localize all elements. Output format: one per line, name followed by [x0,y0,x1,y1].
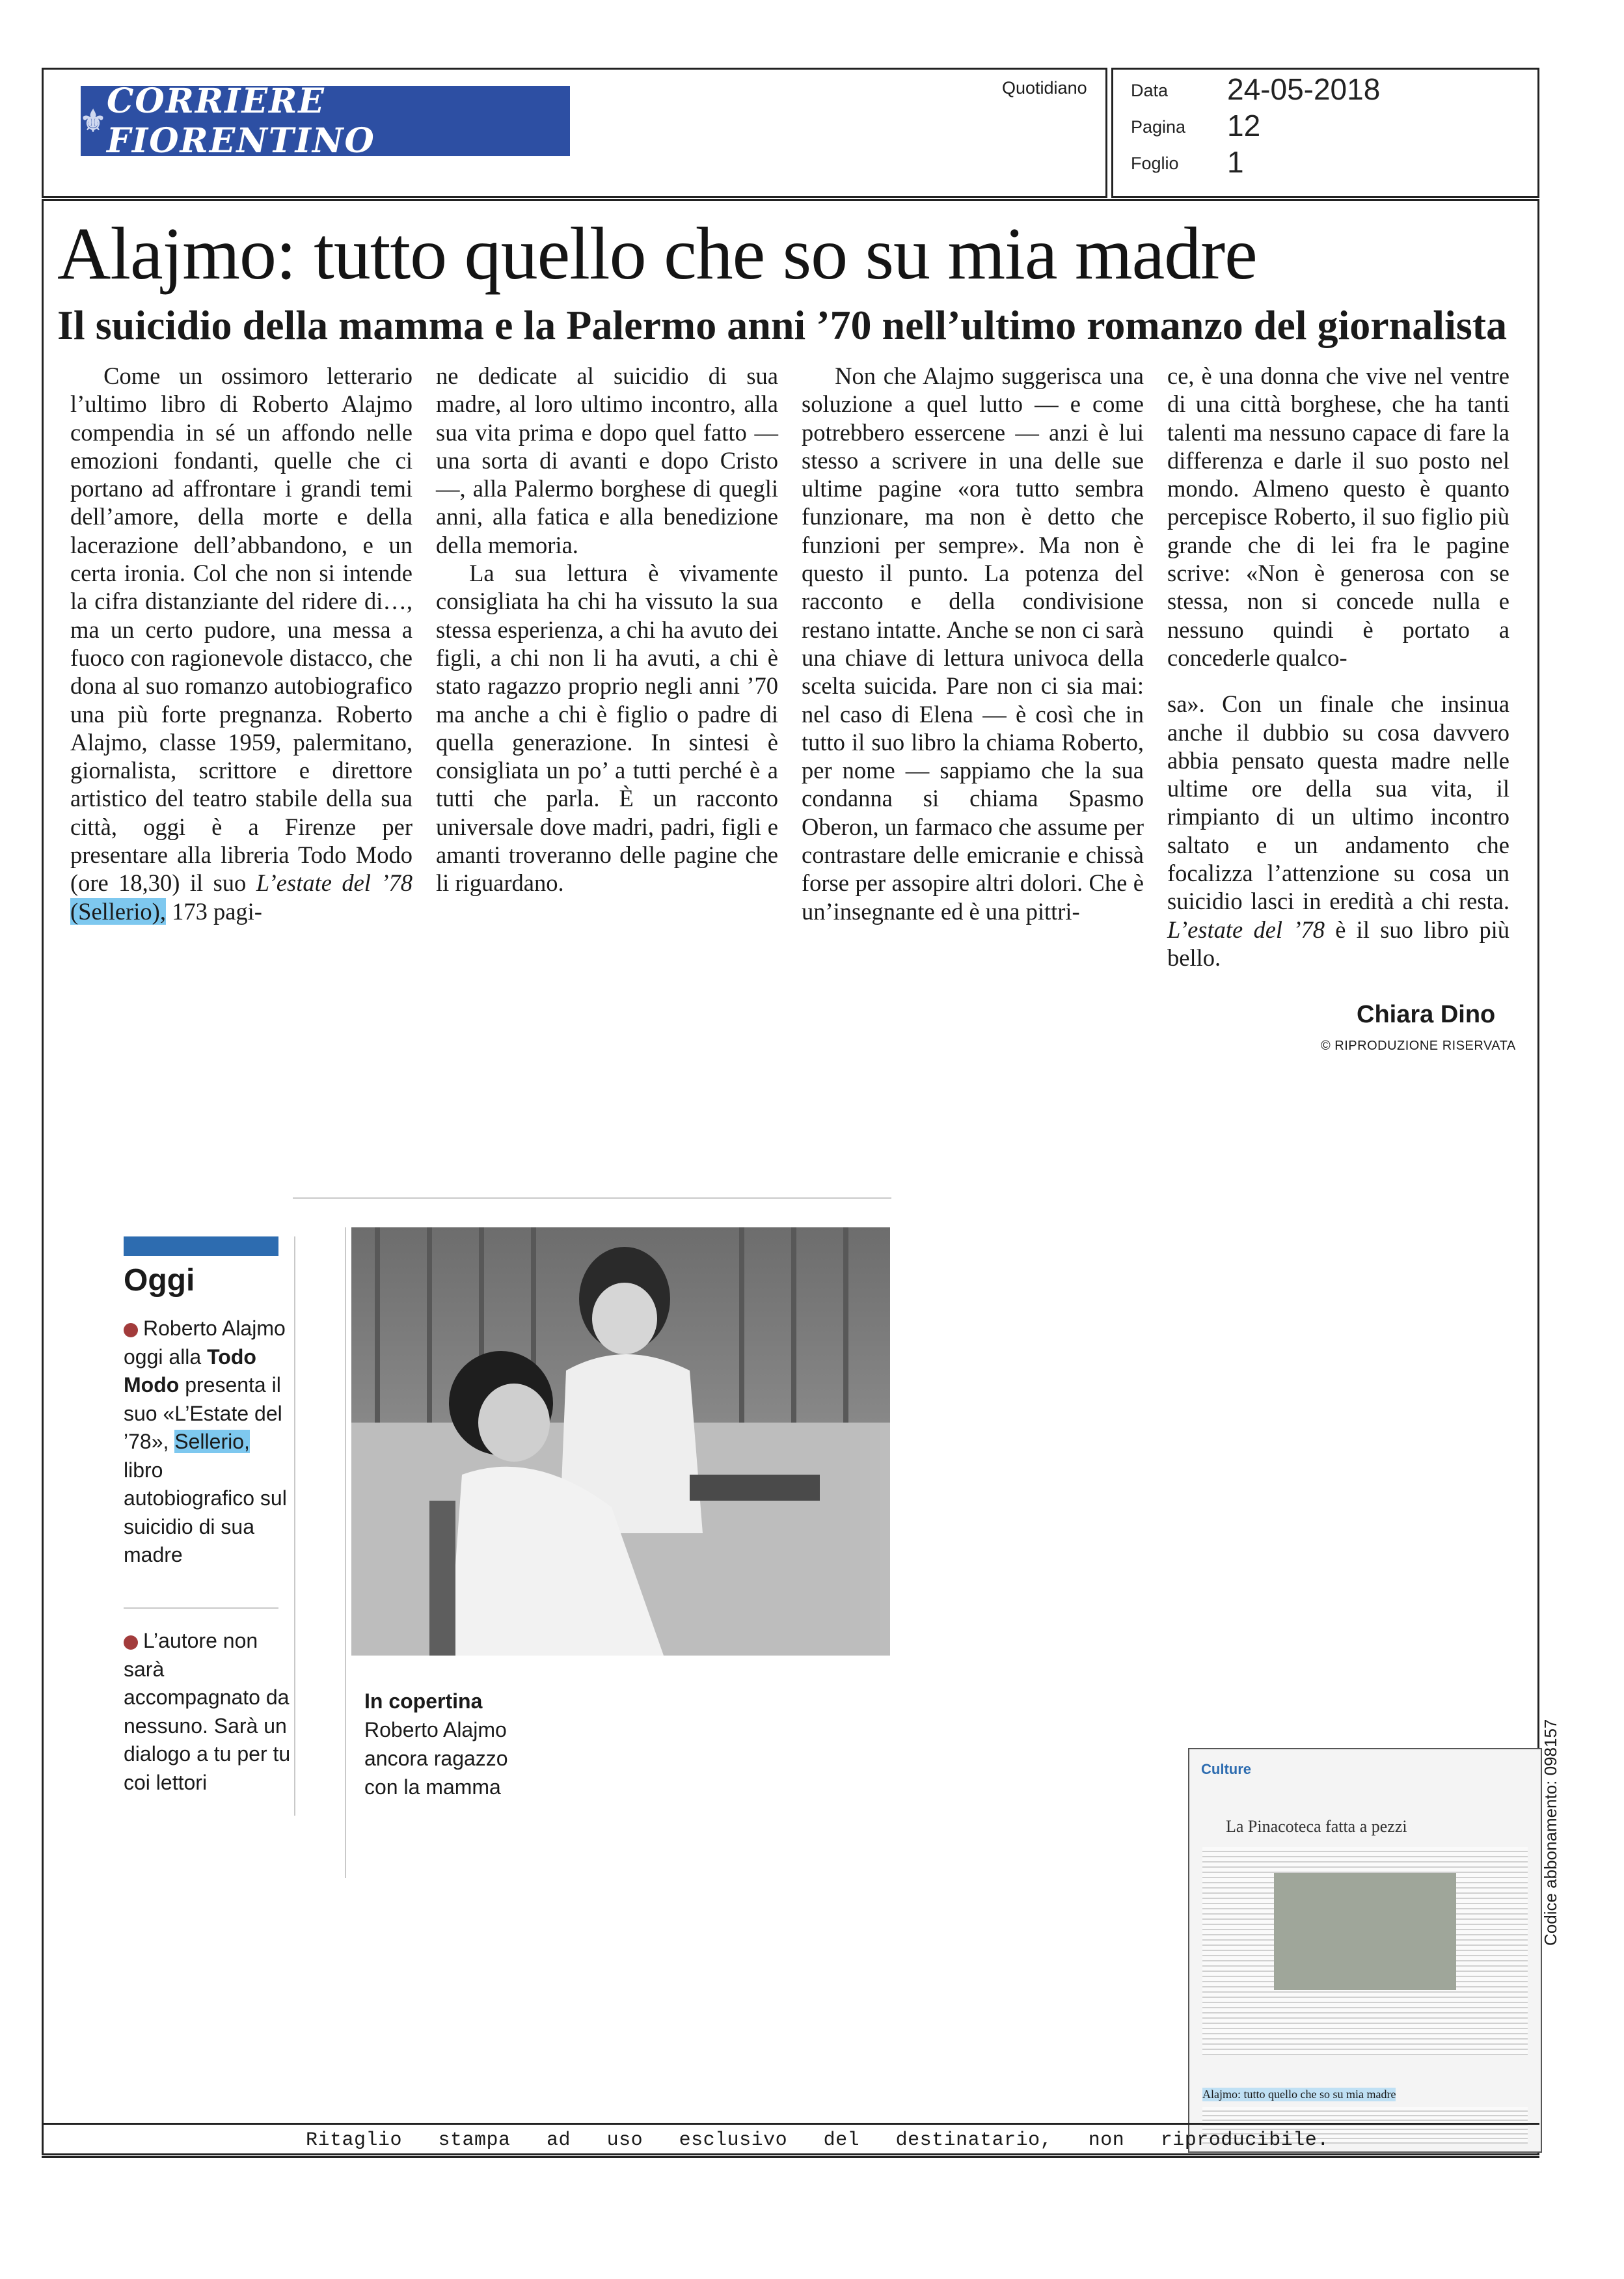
foglio-value: 1 [1227,145,1244,179]
b1-bold: Todo Modo [124,1344,256,1397]
logo-text: CORRIERE FIORENTINO [107,81,375,161]
subscription-code: Codice abbonamento: 098157 [1541,1719,1560,1946]
cover-photo [351,1227,890,1656]
oggi-bullet-2 [124,1627,293,1797]
b1-text-b: presenta il suo «L’Estate del ’78», [124,1373,282,1453]
col2-paragraph-2: La sua lettura è vivamente consigliata ha chi ha vissuto la sua stessa esperienza, a chi ha avuto dei figli, a chi non li ha avuti, a chi è stato ragazzo proprio negli anni ’70 ma anche a chi è figlio o padre di quella generazione. In sintesi è consigliata un po’ a tutti perché è a tutti che parla. È un racconto universale dove madri, padri, figli e amanti troveranno delle pagine che li riguardano. [436,560,778,897]
article-headline: Alajmo: tutto quello che so su mia madre [57,212,1257,295]
photo-illustration [351,1227,890,1656]
photo-caption [364,1687,547,1801]
col4-end: è il suo libro più bello. [1167,916,1509,971]
section-divider [293,1197,891,1199]
data-label: Data [1131,81,1169,100]
article-subhead: Il suicidio della mamma e la Palermo anni ’70 nell’ultimo romanzo del giornalista [57,302,1508,348]
col1-tail: 173 pagi- [172,897,262,925]
sidebar-rule [294,1236,295,1816]
foglio-label: Foglio [1131,154,1179,173]
column-4 [1167,362,1509,972]
col3-paragraph: Non che Alajmo suggerisca una soluzione a quel lutto — e come potrebbero essercene — anzi è lui stesso a scrivere in una delle sue ultime pagine «ora tutto sembra funzionare, ma non è detto che funzioni per sempre». Ma non è questo il punto. La potenza del racconto e della condivisione restano intatte. Anche se non ci sarà una chiave di lettura univoca della scelta suicida. Pare non ci sia mai: nel caso di Elena — è così che in tutto il suo libro la chiama Roberto, per nome — sappiamo che la sua condanna si chiama Spasmo Oberon, un farmaco che assume per contrastare delle emicranie e chissà forse per assopire altri dolori. Che è un’insegnante ed è una pittri- [802,362,1144,925]
rights-notice: © RIPRODUZIONE RISERVATA [1321,1039,1516,1053]
column-3 [802,362,1144,925]
publication-type: Quotidiano [1002,78,1087,98]
caption-title: In copertina [364,1689,483,1713]
b2-text: L’autore non sarà accompagnato da nessuno. Sarà un dialogo a tu per tu coi lettori [124,1629,291,1794]
col4-paragraph-1: ce, è una donna che vive nel ventre di una città borghese, che ha tanti talenti ma nessuno capace di fare la differenza e darle il suo posto nel mondo. Almeno questo è quanto percepisce Roberto, il suo figlio più grande che di lei fra le pagine scrive: «Non è generosa con se stessa, non si concede nulla e nessuno quindi è portato a concederle qualco- [1167,362,1509,671]
col2-paragraph-1: ne dedicate al suicidio di sua madre, al loro ultimo incontro, alla sua vita prima e dopo quel fatto — una sorta di avanti e dopo Cristo —, alla Palermo borghese di quegli anni, alla fatica e alla benedizione della memoria. [436,362,778,558]
byline: Chiara Dino [1357,1001,1496,1028]
column-1 [70,362,413,925]
oggi-color-bar [124,1236,278,1256]
thumb-image [1274,1873,1456,1990]
col4-paragraph-2 [1167,690,1509,972]
thumb-section: Culture [1201,1761,1251,1777]
footer-notice: Ritaglio stampa ad uso esclusivo del destinatario, non riproducibile. [306,2129,1329,2151]
thumb-bottom-headline: Alajmo: tutto quello che so su mia madre [1202,2088,1396,2101]
newspaper-logo [79,81,570,161]
col4-text: sa». Con un finale che insinua anche il dubbio su cosa davvero abbia pensato questa madre nelle ultime ore della sua vita, il rimpianto di un ultimo incontro saltato e un andamento che focalizza l’attenzione su cosa un suicidio lasci in eredità a chi resta. [1167,690,1509,915]
thumb-headline: La Pinacoteca fatta a pezzi [1226,1817,1407,1836]
col1-text: Come un ossimoro letterario l’ultimo libro di Roberto Alajmo compendia in sé un affondo nelle emozioni fondanti, quelle che ci portano ad affrontare i grandi temi dell’amore, della morte e della lacerazione dell’abbandono, e un certa ironia. Col che non si intende la cifra distanziante del ridere di…, ma un certo pudore, una messa a fuoco con ragionevole distacco, che dona al suo romanzo autobiografico una più forte pregnanza. Roberto Alajmo, classe 1959, palermitano, giornalista, scrittore e direttore artistico del teatro stabile della sua città, oggi è a Firenze per presentare alla libreria Todo Modo (ore 18,30) il suo [70,362,413,897]
oggi-title: Oggi [124,1263,195,1298]
b1-text-c: libro autobiografico sul suicidio di sua madre [124,1458,287,1566]
b1-publisher-highlight: Sellerio, [174,1430,250,1453]
fleur-de-lis-icon: ⚜ [79,103,108,139]
photo-rule [345,1227,346,1878]
b1-text-a: Roberto Alajmo oggi alla [124,1317,286,1369]
bullet-icon [124,1635,138,1650]
book-title: L’estate del ’78 [256,869,413,897]
col4-book-title: L’estate del ’78 [1167,916,1325,943]
pagina-value: 12 [1227,109,1261,143]
column-2 [436,362,778,897]
caption-text: Roberto Alajmo ancora ragazzo con la mamma [364,1718,508,1799]
pagina-label: Pagina [1131,117,1186,137]
page-thumbnail [1188,1748,1542,2153]
col1-paragraph [70,362,413,925]
publisher-highlight: (Sellerio), [70,897,166,925]
data-value: 24-05-2018 [1227,72,1381,106]
bullet-icon [124,1323,138,1337]
oggi-bullet-1 [124,1315,293,1570]
sidebar-divider [124,1607,278,1609]
